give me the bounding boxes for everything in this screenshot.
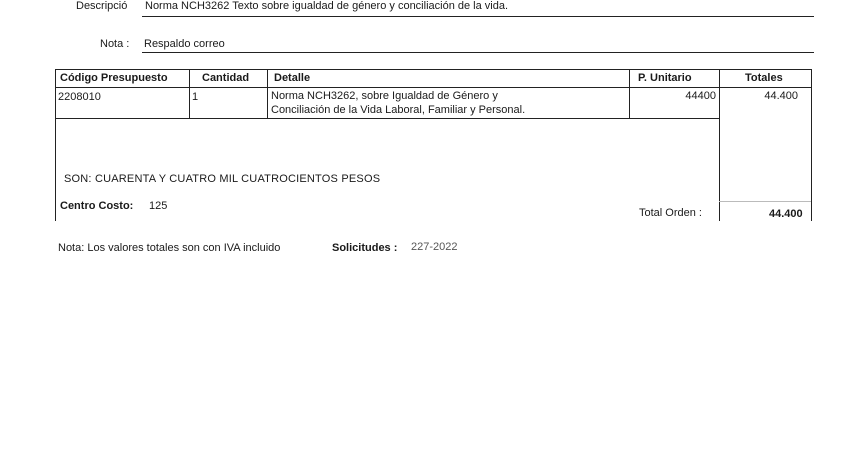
nota-label: Nota :	[100, 38, 130, 50]
col-divider-4	[719, 69, 720, 221]
col-divider-1	[189, 69, 190, 118]
col-divider-3	[629, 69, 630, 118]
solicitudes-label: Solicitudes :	[332, 242, 398, 254]
table-left-border	[55, 69, 56, 221]
centro-costo-value: 125	[149, 200, 168, 212]
col-header-codigo: Código Presupuesto	[60, 72, 168, 84]
table-row-divider	[55, 118, 719, 119]
col-header-cantidad: Cantidad	[202, 72, 250, 84]
iva-note: Nota: Los valores totales son con IVA incluido	[58, 242, 281, 254]
table-header-divider	[55, 87, 812, 88]
table-top-border	[55, 69, 812, 70]
total-orden-label: Total Orden :	[639, 207, 702, 219]
descripcion-underline	[142, 16, 814, 17]
nota-underline	[142, 52, 814, 53]
row-detalle-line2: Conciliación de la Vida Laboral, Familiar y Personal.	[271, 104, 526, 116]
descripcion-value: Norma NCH3262 Texto sobre igualdad de género y conciliación de la vida.	[145, 0, 509, 12]
col-header-totales: Totales	[745, 72, 783, 84]
nota-value: Respaldo correo	[144, 38, 225, 50]
table-right-border	[811, 69, 812, 221]
row-detalle-line1: Norma NCH3262, sobre Igualdad de Género y	[271, 90, 498, 102]
col-header-detalle: Detalle	[274, 72, 311, 84]
descripcion-label: Descripció	[76, 0, 128, 12]
row-p-unitario: 44400	[685, 90, 716, 102]
row-codigo: 2208010	[58, 91, 101, 103]
amount-in-words: SON: CUARENTA Y CUATRO MIL CUATROCIENTOS PESOS	[64, 173, 381, 185]
order-table	[55, 69, 812, 221]
row-cantidad: 1	[192, 91, 199, 103]
centro-costo-label: Centro Costo:	[60, 200, 134, 212]
col-divider-2	[267, 69, 268, 118]
total-box-top	[719, 201, 811, 202]
row-total: 44.400	[764, 90, 798, 102]
total-orden-value: 44.400	[769, 208, 803, 220]
col-header-p-unitario: P. Unitario	[638, 72, 692, 84]
solicitudes-value: 227-2022	[411, 241, 458, 253]
